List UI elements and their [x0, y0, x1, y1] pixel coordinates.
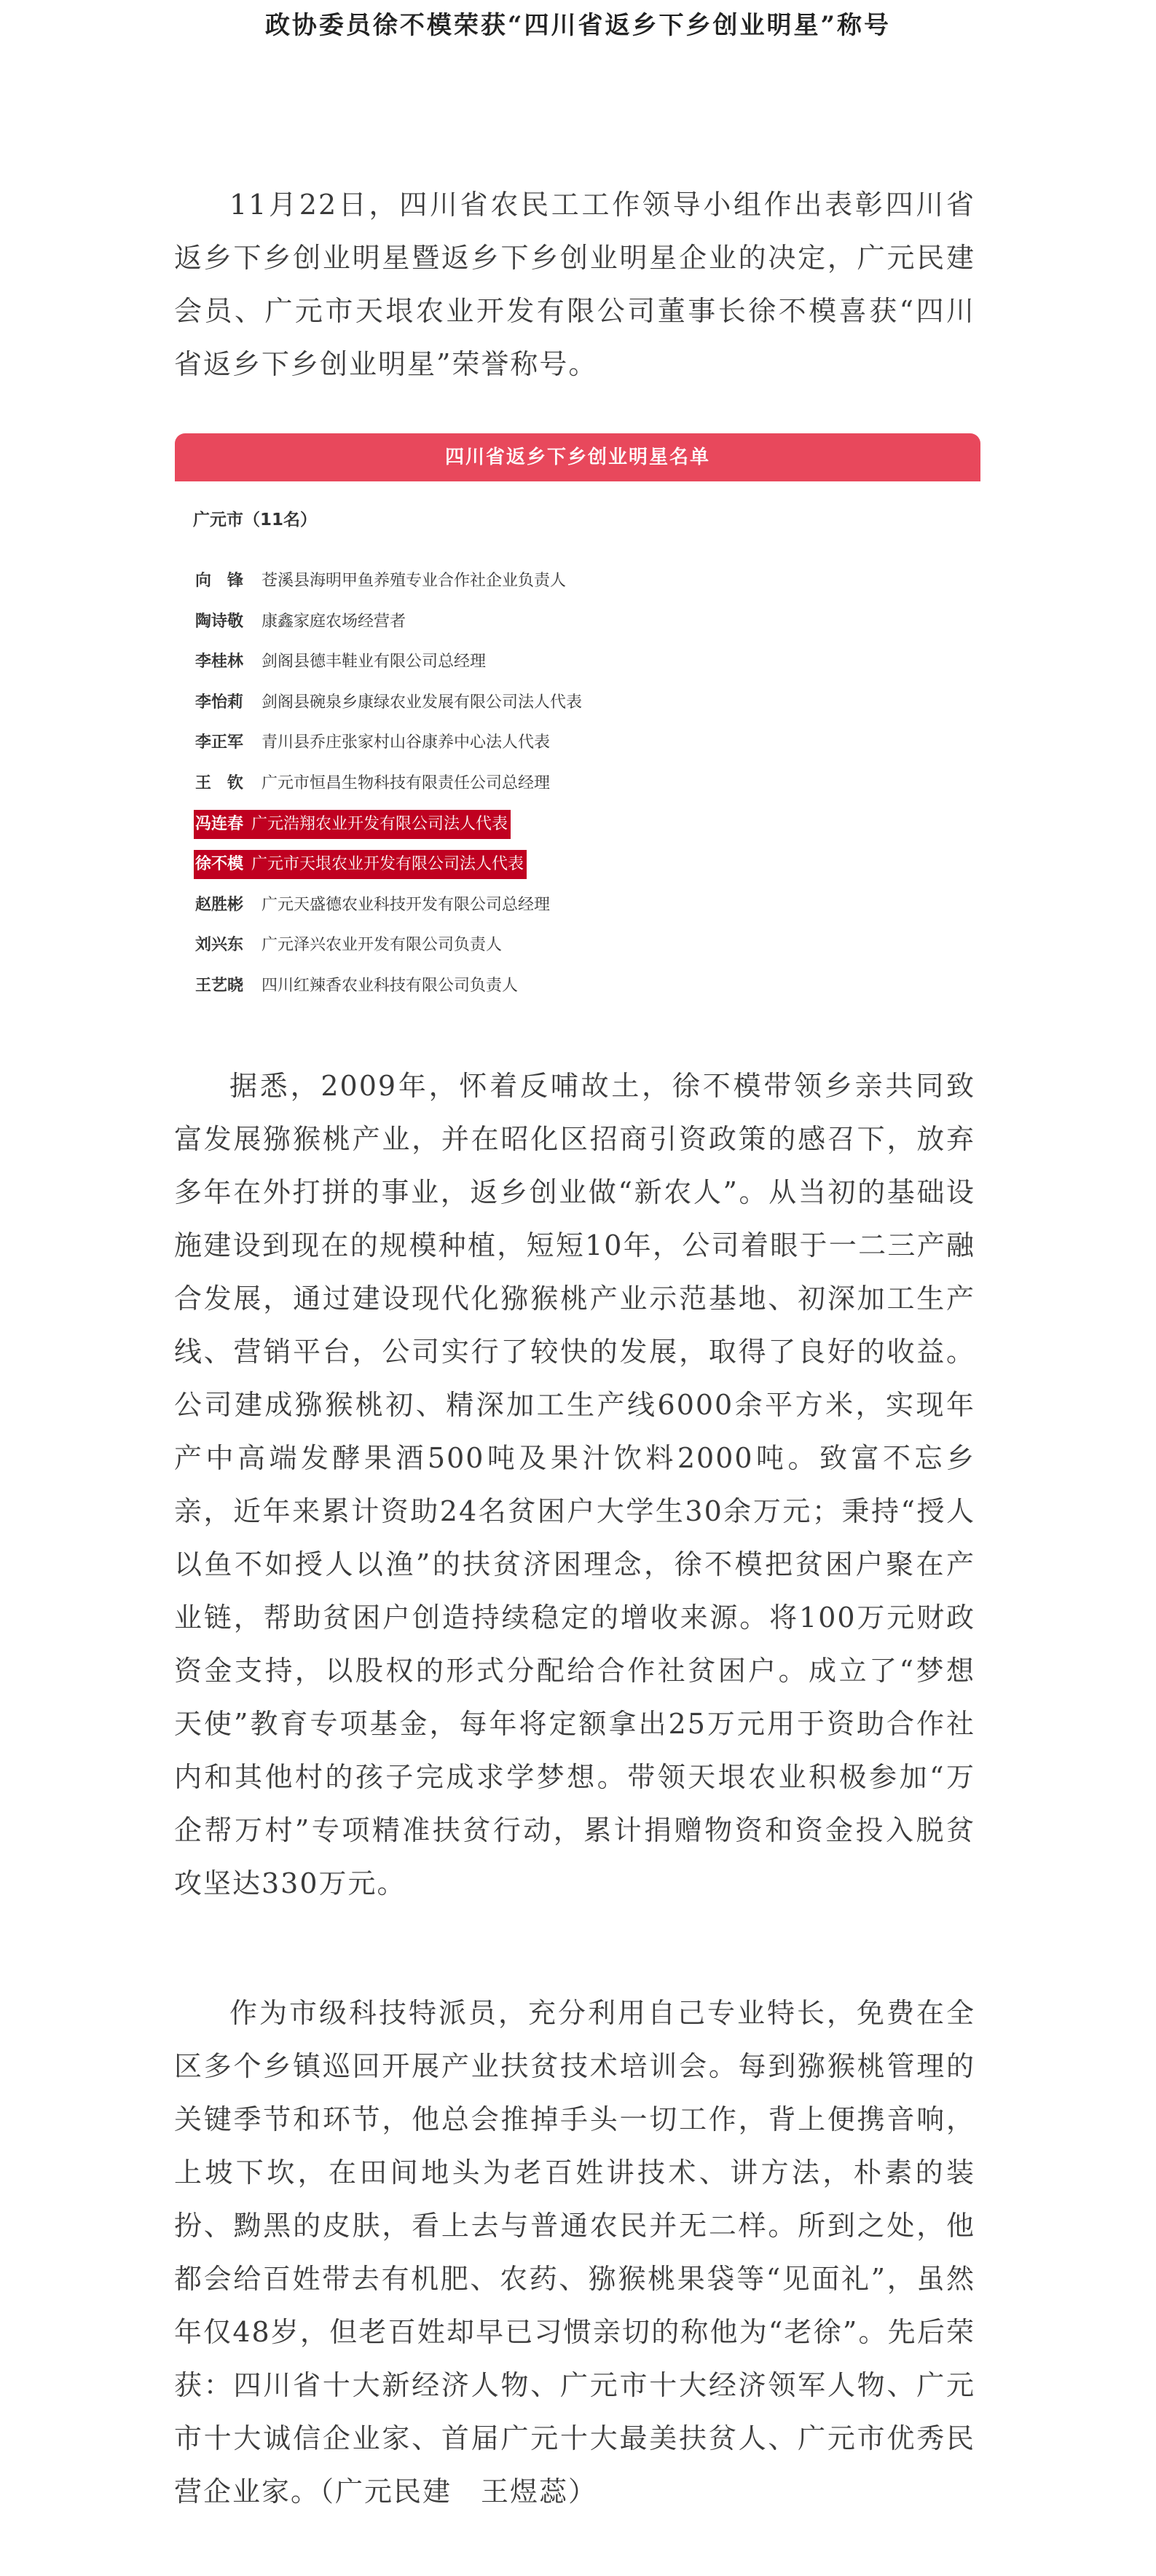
honor-list-item: [195, 567, 566, 596]
honor-person-org: 苍溪县海明甲鱼养殖专业合作社企业负责人: [256, 572, 566, 590]
honor-person-name: 徐不模: [195, 855, 244, 873]
honor-list-item: [195, 972, 518, 1001]
honor-list-region: 广元市（11名）: [193, 511, 318, 529]
honor-person-org: 广元浩翔农业开发有限公司法人代表: [246, 815, 508, 833]
honor-person-name: 王艺晓: [195, 977, 244, 995]
honor-person-name: 李怡莉: [195, 693, 244, 712]
article-title: 政协委员徐不模荣获“四川省返乡下乡创业明星”称号: [264, 11, 892, 40]
honor-person-org: 青川县乔庄张家村山谷康养中心法人代表: [256, 733, 550, 752]
article-paragraph-1: 11月22日，四川省农民工工作领导小组作出表彰四川省返乡下乡创业明星暨返乡下乡创业明星企业的决定，广元民建会员、广元市天垠农业开发有限公司董事长徐不模喜获“四川省返乡下乡创业明星”荣誉称号。: [174, 189, 975, 380]
honor-person-org: 广元天盛德农业科技开发有限公司总经理: [256, 896, 550, 914]
honor-person-name: 李正军: [195, 733, 244, 752]
honor-list-item: [194, 810, 511, 839]
honor-person-org: 四川红辣香农业科技有限公司负责人: [256, 977, 518, 995]
honor-person-name: 李桂林: [195, 653, 244, 671]
honor-person-org: 广元市天垠农业开发有限公司法人代表: [246, 855, 524, 873]
honor-person-name: 冯连春: [195, 815, 244, 833]
honor-person-name: 向 锋: [195, 572, 244, 590]
honor-list-item: [195, 688, 582, 717]
honor-person-org: 剑阁县碗泉乡康绿农业发展有限公司法人代表: [256, 693, 582, 712]
honor-person-name: 陶诗敬: [195, 613, 244, 631]
honor-list-item: [195, 891, 550, 920]
honor-list-header: 四川省返乡下乡创业明星名单: [175, 433, 980, 481]
honor-list-item: [195, 607, 406, 637]
article-paragraph-2: 据悉，2009年，怀着反哺故土，徐不模带领乡亲共同致富发展猕猴桃产业，并在昭化区招商引资政策的感召下，放弃多年在外打拼的事业，返乡创业做“新农人”。从当初的基础设施建设到现在的规模种植，短短10年，公司着眼于一二三产融合发展，通过建设现代化猕猴桃产业示范基地、初深加工生产线、营销平台，公司实行了较快的发展，取得了良好的收益。公司建成猕猴桃初、精深加工生产线6000余平方米，实现年产中高端发酵果酒500吨及果汁饮料2000吨。致富不忘乡亲，近年来累计资助24名贫困户大学生30余万元；秉持“授人以鱼不如授人以渔”的扶贫济困理念，徐不模把贫困户聚在产业链，帮助贫困户创造持续稳定的增收来源。将100万元财政资金支持，以股权的形式分配给合作社贫困户。成立了“梦想天使”教育专项基金，每年将定额拿出25万元用于资助合作社内和其他村的孩子完成求学梦想。带领天垠农业积极参加“万企帮万村”专项精准扶贫行动，累计捐赠物资和资金投入脱贫攻坚达330万元。: [174, 1070, 975, 1899]
honor-list-item: [195, 931, 502, 960]
honor-person-name: 刘兴东: [195, 936, 244, 954]
honor-list-item: [195, 769, 550, 798]
honor-person-org: 广元市恒昌生物科技有限责任公司总经理: [256, 774, 550, 792]
honor-person-name: 王 钦: [195, 774, 244, 792]
honor-list-item: [195, 728, 550, 757]
honor-list-item: [195, 647, 486, 677]
honor-person-org: 广元泽兴农业开发有限公司负责人: [256, 936, 502, 954]
article-paragraph-3: 作为市级科技特派员，充分利用自己专业特长，免费在全区多个乡镇巡回开展产业扶贫技术培训会。每到猕猴桃管理的关键季节和环节，他总会推掉手头一切工作，背上便携音响，上坡下坎，在田间地头为老百姓讲技术、讲方法，朴素的装扮、黝黑的皮肤，看上去与普通农民并无二样。所到之处，他都会给百姓带去有机肥、农药、猕猴桃果袋等“见面礼”，虽然年仅48岁，但老百姓却早已习惯亲切的称他为“老徐”。先后荣获：四川省十大新经济人物、广元市十大经济领军人物、广元市十大诚信企业家、首届广元十大最美扶贫人、广元市优秀民营企业家。（广元民建 王煜蕊）: [174, 1997, 975, 2508]
honor-person-org: 康鑫家庭农场经营者: [256, 613, 406, 631]
honor-person-name: 赵胜彬: [195, 896, 244, 914]
honor-list-item: [194, 850, 527, 879]
honor-list-image: [175, 433, 980, 1016]
honor-person-org: 剑阁县德丰鞋业有限公司总经理: [256, 653, 486, 671]
